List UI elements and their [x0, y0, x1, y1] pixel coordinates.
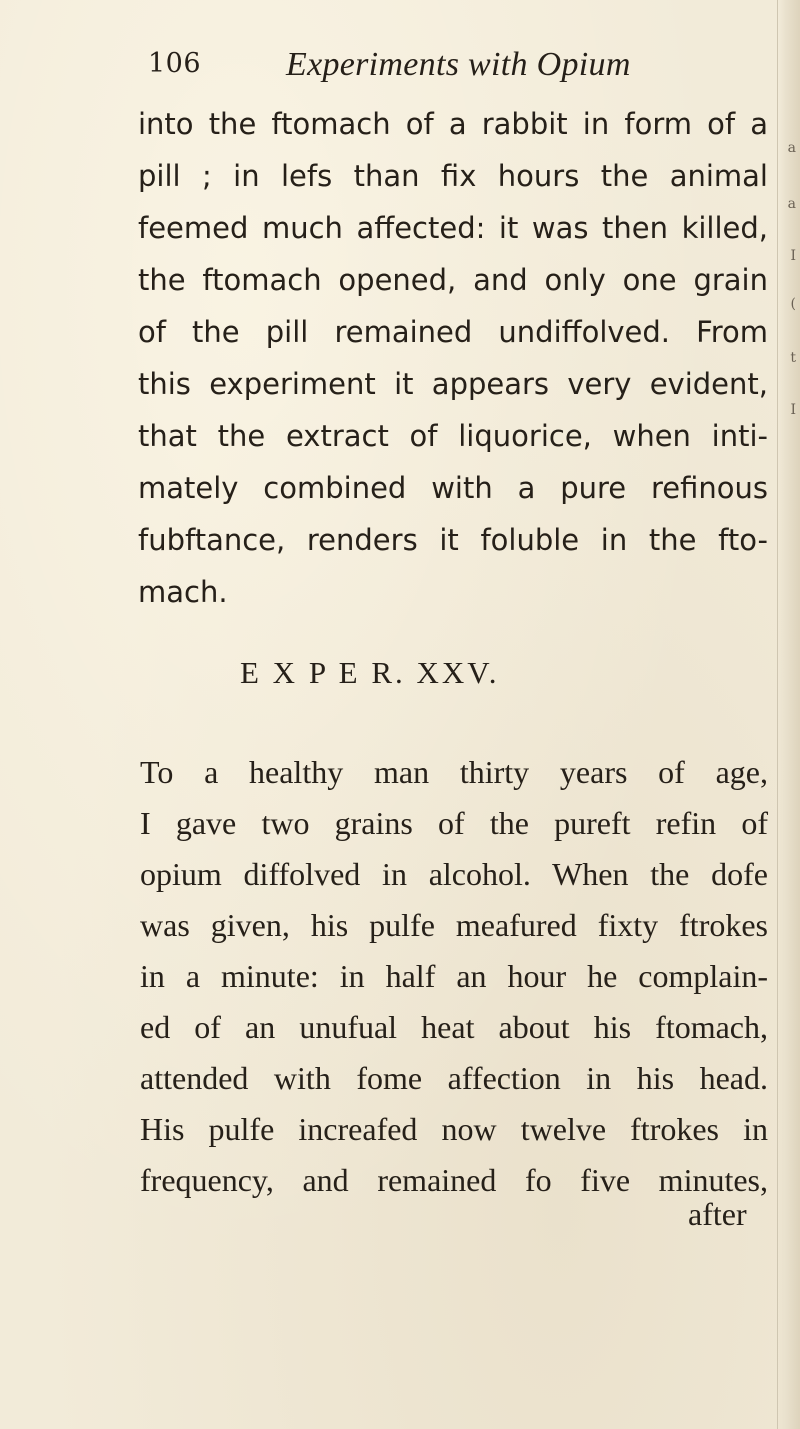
- paragraph-1: [138, 98, 778, 618]
- text-line: I gave two grains of the pureft refin of: [140, 805, 768, 841]
- text-line: frequency, and remained fo five minutes,: [140, 1162, 768, 1198]
- text-line: To a healthy man thirty years of age,: [140, 754, 768, 790]
- edge-mark: t: [790, 350, 796, 366]
- text-line: into the ftomach of a rabbit in form of a: [138, 107, 768, 141]
- edge-mark: a: [787, 196, 796, 212]
- text-line: ed of an unufual heat about his ftomach,: [140, 1009, 768, 1045]
- text-line: in a minute: in half an hour he complain-: [140, 958, 768, 994]
- text-line: feemed much affected: it was then killed,: [138, 211, 768, 245]
- paragraph-2: [140, 747, 780, 1206]
- running-title: Experiments with Opium: [286, 46, 631, 83]
- text-line: opium diffolved in alcohol. When the dofe: [140, 856, 768, 892]
- adjacent-page-edge: [777, 0, 800, 1429]
- text-line: His pulfe increafed now twelve ftrokes in: [140, 1111, 768, 1147]
- text-line: fubftance, renders it foluble in the fto-: [138, 523, 768, 557]
- text-line: mately combined with a pure refinous: [138, 471, 768, 505]
- text-line: attended with fome affection in his head.: [140, 1060, 768, 1096]
- text-line: pill ; in lefs than fix hours the animal: [138, 159, 768, 193]
- text-line: this experiment it appears very evident,: [138, 367, 768, 401]
- edge-mark: (: [790, 296, 796, 312]
- edge-mark: I: [790, 402, 796, 418]
- text-line: was given, his pulfe meafured fixty ftrokes: [140, 907, 768, 943]
- text-line: that the extract of liquorice, when inti-: [138, 419, 768, 453]
- edge-mark: I: [790, 248, 796, 264]
- section-heading: E X P E R. XXV.: [240, 655, 500, 690]
- page-header: [148, 48, 708, 88]
- edge-mark: a: [787, 140, 796, 156]
- text-line: the ftomach opened, and only one grain: [138, 263, 768, 297]
- text-line: of the pill remained undiffolved. From: [138, 315, 768, 349]
- page-number: 106: [148, 48, 202, 79]
- text-line: mach.: [138, 575, 228, 609]
- catchword: after: [688, 1196, 747, 1232]
